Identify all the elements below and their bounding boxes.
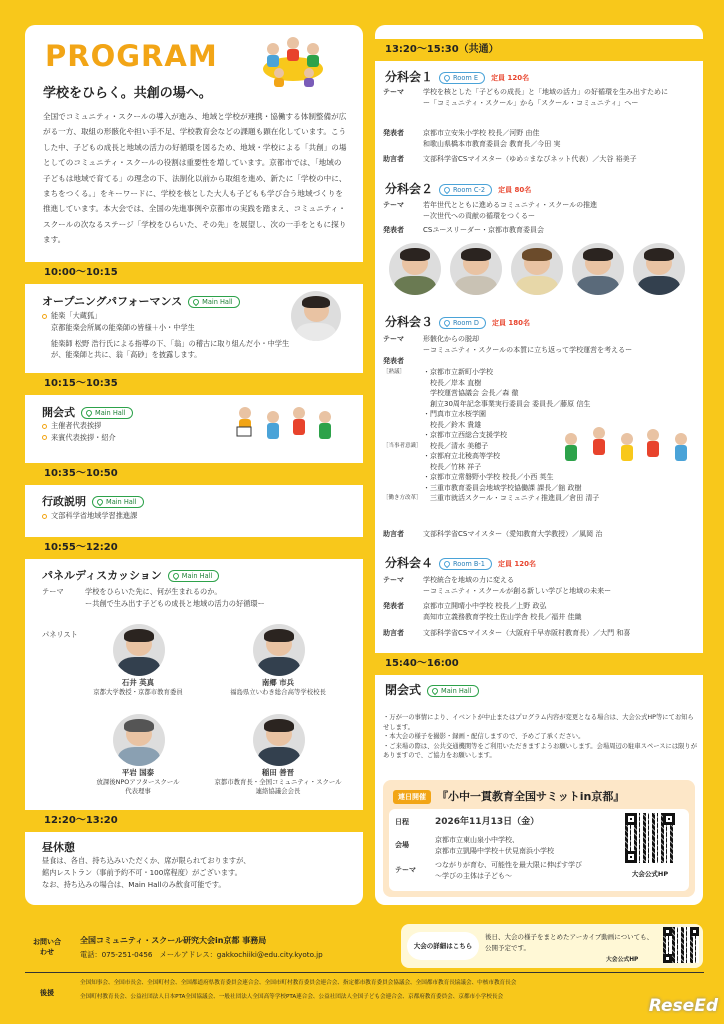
- panelist-2: 南郷 市兵 福島県立いわき総合高等学校校長: [230, 678, 326, 696]
- program-right-panel: [375, 25, 703, 905]
- summit-heading: 連日開催 『小中一貫教育全国サミットin京都』: [393, 788, 624, 804]
- room-pill: Main Hall: [92, 496, 144, 508]
- pin-icon: [96, 498, 104, 506]
- panelist-photo: [253, 714, 305, 766]
- breakout-3-title: 分科会３ Room D 定員 180名: [385, 315, 531, 329]
- youth-photo: [572, 243, 624, 295]
- time-band: 10:55〜12:20: [25, 537, 363, 559]
- panelist-photo: [113, 714, 165, 766]
- youth-photo: [633, 243, 685, 295]
- room-pill: Main Hall: [81, 407, 133, 419]
- archive-text: 後日、大会の様子をまとめたアーカイブ動画についても、公開予定です。: [485, 933, 654, 952]
- time-band: 10:35〜10:50: [25, 463, 363, 485]
- breakout-2-theme: テーマ 若年世代とともに進めるコミュニティ・スクールの推進 ー次世代への貢献の循環をつくるー: [383, 201, 598, 220]
- breakout-3-advisor: 助言者 文部科学省CSマイスター（愛知教育大学教授）／風岡 治: [383, 530, 603, 538]
- bullet-icon: [42, 314, 47, 319]
- panelist-photo: [253, 624, 305, 676]
- room-pill: Room B-1: [439, 558, 492, 570]
- notes: ・万が一の事情により、イベントが中止またはプログラム内容が変更となる場合は、大会公式HP等にてお知らせします。 ・本大会の様子を撮影・録画・配信しますので、予めご了承ください。 ・ご来場の際は、公共交通機関等をご利用いただきますようお願いします。会場周辺の駐車スペースには限りがありますので、ご協力をお願いします。: [383, 714, 698, 759]
- archive-box: [401, 924, 703, 968]
- room-pill: Main Hall: [168, 570, 220, 582]
- footer-hp-label: 大会公式HP: [606, 957, 639, 963]
- panelist-label: パネリスト: [42, 630, 78, 639]
- kids-illustration: [233, 403, 343, 455]
- admin-title: 行政説明 Main Hall: [42, 493, 144, 509]
- room-pill: Room D: [439, 317, 486, 329]
- breakout-1-theme: テーマ 学校を核とした「子どもの成長」と「地域の活力」の好循環を生み出すために ー「コミュニティ・スクール」から「スクール・コミュニティ」へー: [383, 88, 668, 107]
- lunch-title: 昼休憩: [42, 841, 75, 854]
- panelist-4: 稲田 善晋 京都市教育長・全国コミュニティ・スクール 連絡協議会会長: [214, 768, 342, 795]
- breakout-4-advisor: 助言者 文部科学省CSマイスター（大阪府千早赤阪村教育長）／大門 和喜: [383, 629, 631, 637]
- tagline: 学校をひらく。共創の場へ。: [43, 86, 212, 101]
- bullet-icon: [42, 514, 47, 519]
- time-band: 10:15〜10:35: [25, 373, 363, 395]
- pin-icon: [443, 559, 451, 567]
- summit-details: 日程 2026年11月13日（金） 会場 京都市立東山泉小中学校、 京都市立凱陽中学校＋伏見南浜小学校 テーマ つながりが育む、可能性を最大限に伸ばす学び 〜学びの主体は子ども〜 大会公式HP: [389, 809, 689, 891]
- opening-details: 能楽「大蔵狐」 京都能楽会所属の能楽師の皆様＋小・中学生 能楽師 松野 浩行氏による指導の下、「翁」の稽古に取り組んだ小・中学生が、能楽師と共に、翁「高砂」を披露します。: [42, 310, 302, 361]
- intro-text: 全国でコミュニティ・スクールの導入が進み、地域と学校が連携・協働する体制整備が広がる一方、取組の形骸化や担い手不足、学校教育会などの課題も顕在化しています。こうした中、子どもの成長と地域の活力の好循環を図るため、地域・学校による「共創」の場としてのコミュニティ・スクールの役割は重要性を増しています。京都市では、「地域の子どもは地域で育てる」の理念の下、法制化以前から取組を進め、新たに「学校の中に、まちをつくる。」をキーワードに、学校を核とした大人も子どもも学び合う地域づくりを推進しています。本大会では、全国の先進事例や京都市の実践を踏まえ、コミュニティ・スクールの次なるステージ「学校をひらいた、その先」を展望し、次の一手をともに探ります。: [43, 112, 347, 245]
- pin-icon: [172, 572, 180, 580]
- contact-info: 電話：075-251-0456 メールアドレス：gakkochiiki@edu.city.kyoto.jp: [80, 950, 323, 959]
- panelist-3: 平岩 国泰 放課後NPOアフタースクール 代表理事: [96, 768, 180, 795]
- performer-photo: [291, 291, 341, 341]
- breakout-2-title: 分科会２ Room C-2 定員 80名: [385, 182, 532, 196]
- bullet-icon: [42, 424, 47, 429]
- time-band: 13:20〜15:30（共通）: [375, 39, 703, 61]
- pin-icon: [192, 298, 200, 306]
- ceremony-items: 主催者代表挨拶 来賓代表挨拶・紹介: [42, 420, 116, 444]
- lunch-text: 昼食は、各自、持ち込みいただくか、席が限られておりますが、 館内レストラン（事前予約不可・100席程度）がございます。 なお、持ち込みの場合は、Main Hallのみ飲食可能です。: [42, 856, 251, 889]
- breakout-4-theme: テーマ 学校統合を地域の力に変える ーコミュニティ・スクールが創る新しい学びと地域の未来ー: [383, 576, 612, 595]
- summit-hp-label: 大会公式HP: [631, 870, 669, 878]
- admin-item: 文部科学省地域学習推進課: [42, 510, 137, 522]
- summit-qr-code[interactable]: [625, 813, 675, 863]
- support-line-1: 全国知事会、全国市長会、全国町村会、全国都道府県教育委員会連合会、全国市町村教育委員会連合会、指定都市教育委員会協議会、全国都市教育長協議会、中核市教育長会: [80, 980, 517, 986]
- support-line-2: 全国町村教育長会、公益社団法人日本PTA全国協議会、一般社団法人全国高等学校PTA連合会、公益社団法人全国子ども会連合会、京都府教育委員会、京都市小学校長会: [80, 994, 504, 1000]
- pin-icon: [443, 73, 451, 81]
- youth-photo: [389, 243, 441, 295]
- pin-icon: [443, 185, 451, 193]
- meeting-illustration: [253, 31, 333, 89]
- room-pill: Main Hall: [427, 685, 479, 697]
- panelist-1: 石井 英真 京都大学教授・京都市教育委員: [93, 678, 183, 696]
- pin-icon: [85, 409, 93, 417]
- opening-title: オープニングパフォーマンス Main Hall: [42, 293, 240, 309]
- summit-box: [383, 780, 695, 897]
- breakout-1-title: 分科会１ Room E 定員 120名: [385, 70, 530, 84]
- room-pill: Room C-2: [439, 184, 492, 196]
- watermark-logo: ReseEd: [648, 996, 718, 1016]
- room-pill: Room E: [439, 72, 485, 84]
- program-left-panel: [25, 25, 363, 905]
- panel-theme: テーマ 学校をひらいた先に、何が生まれるのか。 ー共創で生み出す子どもの成長と地域の活力の好循環ー: [42, 587, 265, 608]
- time-band: 12:20〜13:20: [25, 810, 363, 832]
- details-link[interactable]: 大会の詳細はこちら: [407, 932, 479, 960]
- program-title: PROGRAM: [45, 39, 218, 73]
- ceremony-title: 開会式 Main Hall: [42, 404, 133, 420]
- kids-illustration: [561, 423, 696, 478]
- panelist-photo: [113, 624, 165, 676]
- footer-qr-code[interactable]: [663, 927, 699, 963]
- contact-org: 全国コミュニティ・スクール研究大会in京都 事務局: [80, 936, 267, 945]
- panel-title: パネルディスカッション Main Hall: [42, 567, 219, 583]
- time-band: 10:00〜10:15: [25, 262, 363, 284]
- breakout-4-title: 分科会４ Room B-1 定員 120名: [385, 556, 537, 570]
- support-label: 後援: [40, 989, 54, 997]
- room-pill: Main Hall: [188, 296, 240, 308]
- youth-photo: [511, 243, 563, 295]
- divider: [25, 972, 704, 973]
- breakout-1-advisor: 助言者 文部科学省CSマイスター（ゆめ☆まなびネット代表）／大谷 裕美子: [383, 155, 637, 163]
- breakout-3-presenter-label: 発表者: [383, 357, 404, 365]
- breakout-3-presenters: ［熟議］ ［当事者意識］ ［働き方改革］ ・京都市立新町小学校 校長／岸本 直樹 学校運営協議会 会長／森 徹 創立30周年記念事業実行委員会 委員長／藤原 信生 ・門真市立水桜学園 校長／鈴木 貴雄 ・京都市立西総合支援学校 校長／清水 美穂子 ・京都府立北稜高等学校 校長／竹林 祥子 ・京都市立常磐野小学校 校長／小西 英生 ・三重市教育委員会地域学校協働課 課長／舘 政樹 三重市就活スクール・コミュニティ推進員／倉田 清子: [383, 368, 600, 502]
- youth-photo: [450, 243, 502, 295]
- breakout-1-presenters: 発表者 京都市立安朱小学校 校長／河野 由佳 和歌山県橋本市教育委員会 教育長／今田 実: [383, 129, 561, 148]
- contact-label: お問い合わせ: [33, 938, 61, 956]
- breakout-3-theme: テーマ 形骸化からの脱却 ーコミュニティ・スクールの本質に立ち返って学校運営を考えるー: [383, 335, 633, 354]
- pin-icon: [431, 686, 439, 694]
- pin-icon: [443, 318, 451, 326]
- breakout-2-presenters: 発表者 CSユースリーダー・京都市教育委員会: [383, 226, 544, 234]
- bullet-icon: [42, 435, 47, 440]
- time-band: 15:40〜16:00: [375, 653, 703, 675]
- closing-title: 閉会式 Main Hall: [385, 681, 479, 698]
- breakout-4-presenters: 発表者 京都市立開晴小中学校 校長／上野 政弘 高知市立義務教育学校土佐山学舎 校長／福井 佳織: [383, 602, 582, 621]
